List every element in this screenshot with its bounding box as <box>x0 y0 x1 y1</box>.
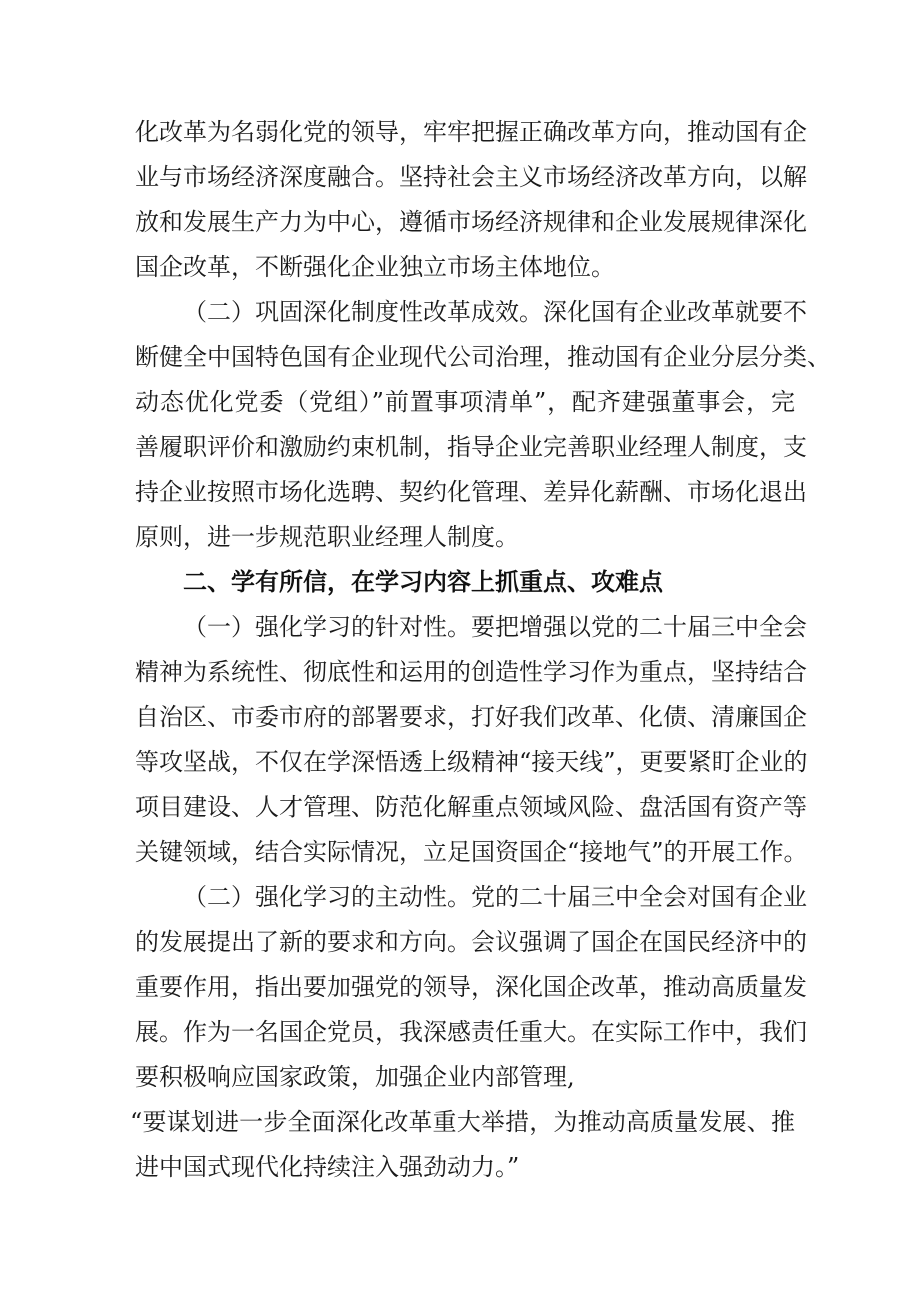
paragraph-3-line-2: 精神为系统性、彻底性和运用的创造性学习作为重点，坚持结合 <box>135 658 807 686</box>
paragraph-1-line-2: 业与市场经济深度融合。坚持社会主义市场经济改革方向，以解 <box>135 163 807 191</box>
paragraph-2-line-3: 动态优化党委（党组）”前置事项清单”，配齐建强董事会，完 <box>135 388 795 416</box>
paragraph-1-line-4: 国企改革，不断强化企业独立市场主体地位。 <box>135 253 615 281</box>
paragraph-4-line-1: （二）强化学习的主动性。党的二十届三中全会对国有企业 <box>183 883 807 911</box>
paragraph-1-line-1: 化改革为名弱化党的领导，牢牢把握正确改革方向，推动国有企 <box>135 118 807 146</box>
paragraph-2-line-2: 断健全中国特色国有企业现代公司治理，推动国有企业分层分类、 <box>135 343 831 371</box>
paragraph-1-line-3: 放和发展生产力为中心，遵循市场经济规律和企业发展规律深化 <box>135 208 807 236</box>
paragraph-2-line-1: （二）巩固深化制度性改革成效。深化国有企业改革就要不 <box>183 298 807 326</box>
paragraph-4-line-5: 要积极响应国家政策，加强企业内部管理, <box>135 1063 575 1091</box>
paragraph-3-line-1: （一）强化学习的针对性。要把增强以党的二十届三中全会 <box>183 613 807 641</box>
paragraph-2-line-4: 善履职评价和激励约束机制，指导企业完善职业经理人制度，支 <box>135 433 807 461</box>
paragraph-2-line-6: 原则，进一步规范职业经理人制度。 <box>135 523 519 551</box>
paragraph-4-line-2: 的发展提出了新的要求和方向。会议强调了国企在国民经济中的 <box>135 928 807 956</box>
paragraph-4-line-4: 展。作为一名国企党员，我深感责任重大。在实际工作中，我们 <box>135 1018 807 1046</box>
section-heading: 二、学有所信，在学习内容上抓重点、攻难点 <box>183 568 663 596</box>
paragraph-4-line-6: “要谋划进一步全面深化改革重大举措，为推动高质量发展、推 <box>130 1108 795 1136</box>
paragraph-3-line-6: 关键领域，结合实际情况，立足国资国企“接地气”的开展工作。 <box>135 838 808 866</box>
paragraph-2-line-5: 持企业按照市场化选聘、契约化管理、差异化薪酬、市场化退出 <box>135 478 807 506</box>
paragraph-4-line-3: 重要作用，指出要加强党的领导，深化国企改革，推动高质量发 <box>135 973 807 1001</box>
paragraph-3-line-5: 项目建设、人才管理、防范化解重点领域风险、盘活国有资产等 <box>135 793 807 821</box>
paragraph-3-line-4: 等攻坚战，不仅在学深悟透上级精神“接天线”，更要紧盯企业的 <box>135 748 808 776</box>
paragraph-4-line-7: 进中国式现代化持续注入强劲动力。” <box>135 1153 520 1181</box>
paragraph-3-line-3: 自治区、市委市府的部署要求，打好我们改革、化债、清廉国企 <box>135 703 807 731</box>
